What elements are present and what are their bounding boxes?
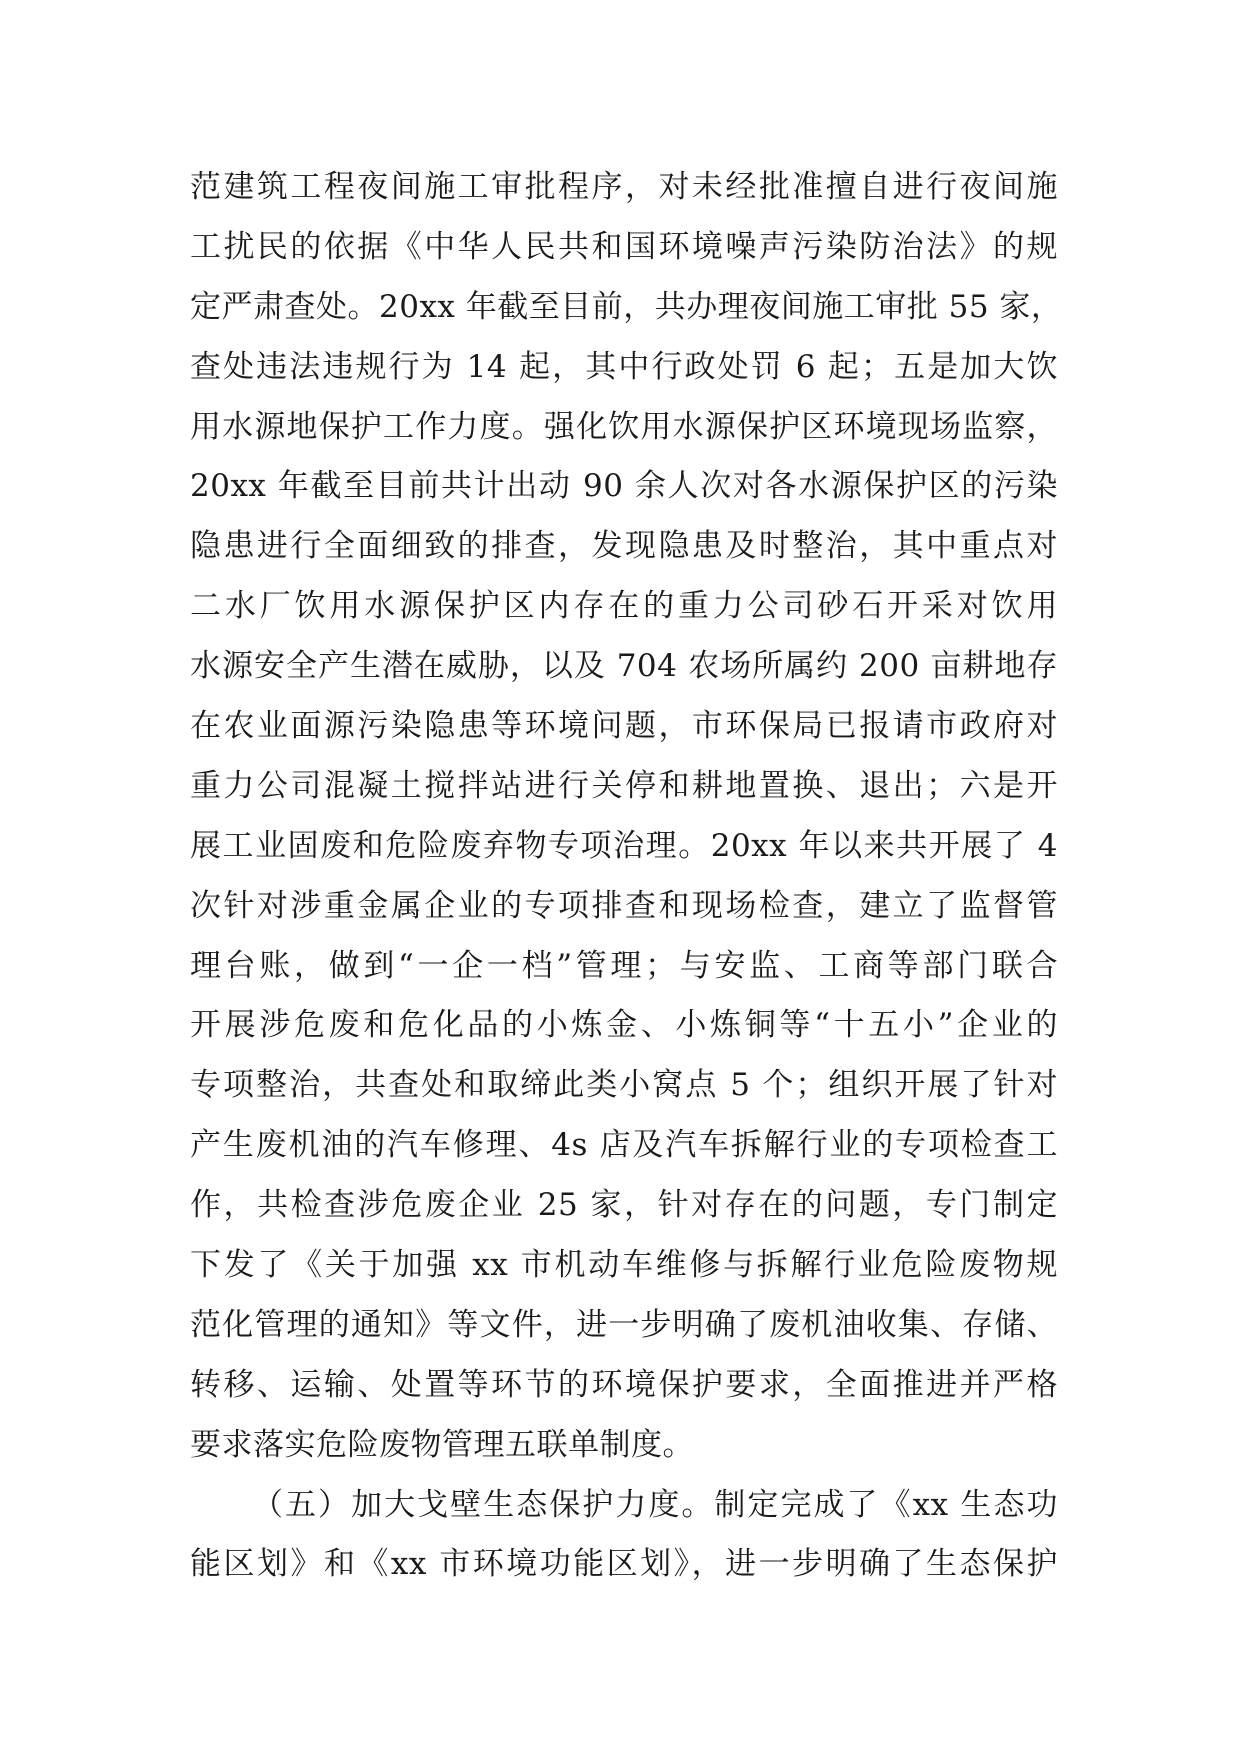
- text-line: 工扰民的依据《中华人民共和国环境噪声污染防治法》的规: [190, 228, 1058, 265]
- text-line: 二水厂饮用水源保护区内存在的重力公司砂石开采对饮用: [190, 588, 1058, 625]
- text-line: 产生废机油的汽车修理、4s 店及汽车拆解行业的专项检查工: [190, 1127, 1058, 1164]
- text-line: 下发了《关于加强 xx 市机动车维修与拆解行业危险废物规: [190, 1247, 1058, 1284]
- text-line: 重力公司混凝土搅拌站进行关停和耕地置换、退出；六是开: [190, 767, 1058, 804]
- text-line: 范建筑工程夜间施工审批程序，对未经批准擅自进行夜间施: [190, 169, 1058, 205]
- text-line: 20xx 年截至目前共计出动 90 余人次对各水源保护区的污染: [190, 468, 1058, 505]
- text-line: 能区划》和《xx 市环境功能区划》，进一步明确了生态保护: [190, 1546, 1058, 1583]
- text-line: 隐患进行全面细致的排查，发现隐患及时整治，其中重点对: [190, 528, 1058, 565]
- text-line: 展工业固废和危险废弃物专项治理。20xx 年以来共开展了 4: [190, 827, 1058, 864]
- section-heading-line: （五）加大戈壁生态保护力度。制定完成了《xx 生态功: [252, 1486, 1058, 1523]
- text-line: 在农业面源污染隐患等环境问题，市环保局已报请市政府对: [190, 708, 1058, 745]
- text-line: 查处违法违规行为 14 起，其中行政处罚 6 起；五是加大饮: [190, 348, 1058, 385]
- text-line: 转移、运输、处置等环节的环境保护要求，全面推进并严格: [190, 1366, 1058, 1403]
- text-line: 用水源地保护工作力度。强化饮用水源保护区环境现场监察，: [190, 408, 1058, 445]
- text-line: 次针对涉重金属企业的专项排查和现场检查，建立了监督管: [190, 887, 1058, 924]
- text-line: 范化管理的通知》等文件，进一步明确了废机油收集、存储、: [190, 1306, 1058, 1343]
- paragraph-end-line: 要求落实危险废物管理五联单制度。: [190, 1426, 694, 1463]
- text-line: 专项整治，共查处和取缔此类小窝点 5 个；组织开展了针对: [190, 1067, 1058, 1104]
- body-text: [190, 158, 1063, 1595]
- text-line: 作，共检查涉危废企业 25 家，针对存在的问题，专门制定: [190, 1187, 1058, 1224]
- text-line: 开展涉危废和危化品的小炼金、小炼铜等“十五小”企业的: [190, 1007, 1058, 1044]
- text-line: 水源安全产生潜在威胁，以及 704 农场所属约 200 亩耕地存: [190, 648, 1058, 685]
- text-line: 定严肃查处。20xx 年截至目前，共办理夜间施工审批 55 家，: [190, 288, 1063, 325]
- text-line: 理台账，做到“一企一档”管理；与安监、工商等部门联合: [190, 947, 1058, 984]
